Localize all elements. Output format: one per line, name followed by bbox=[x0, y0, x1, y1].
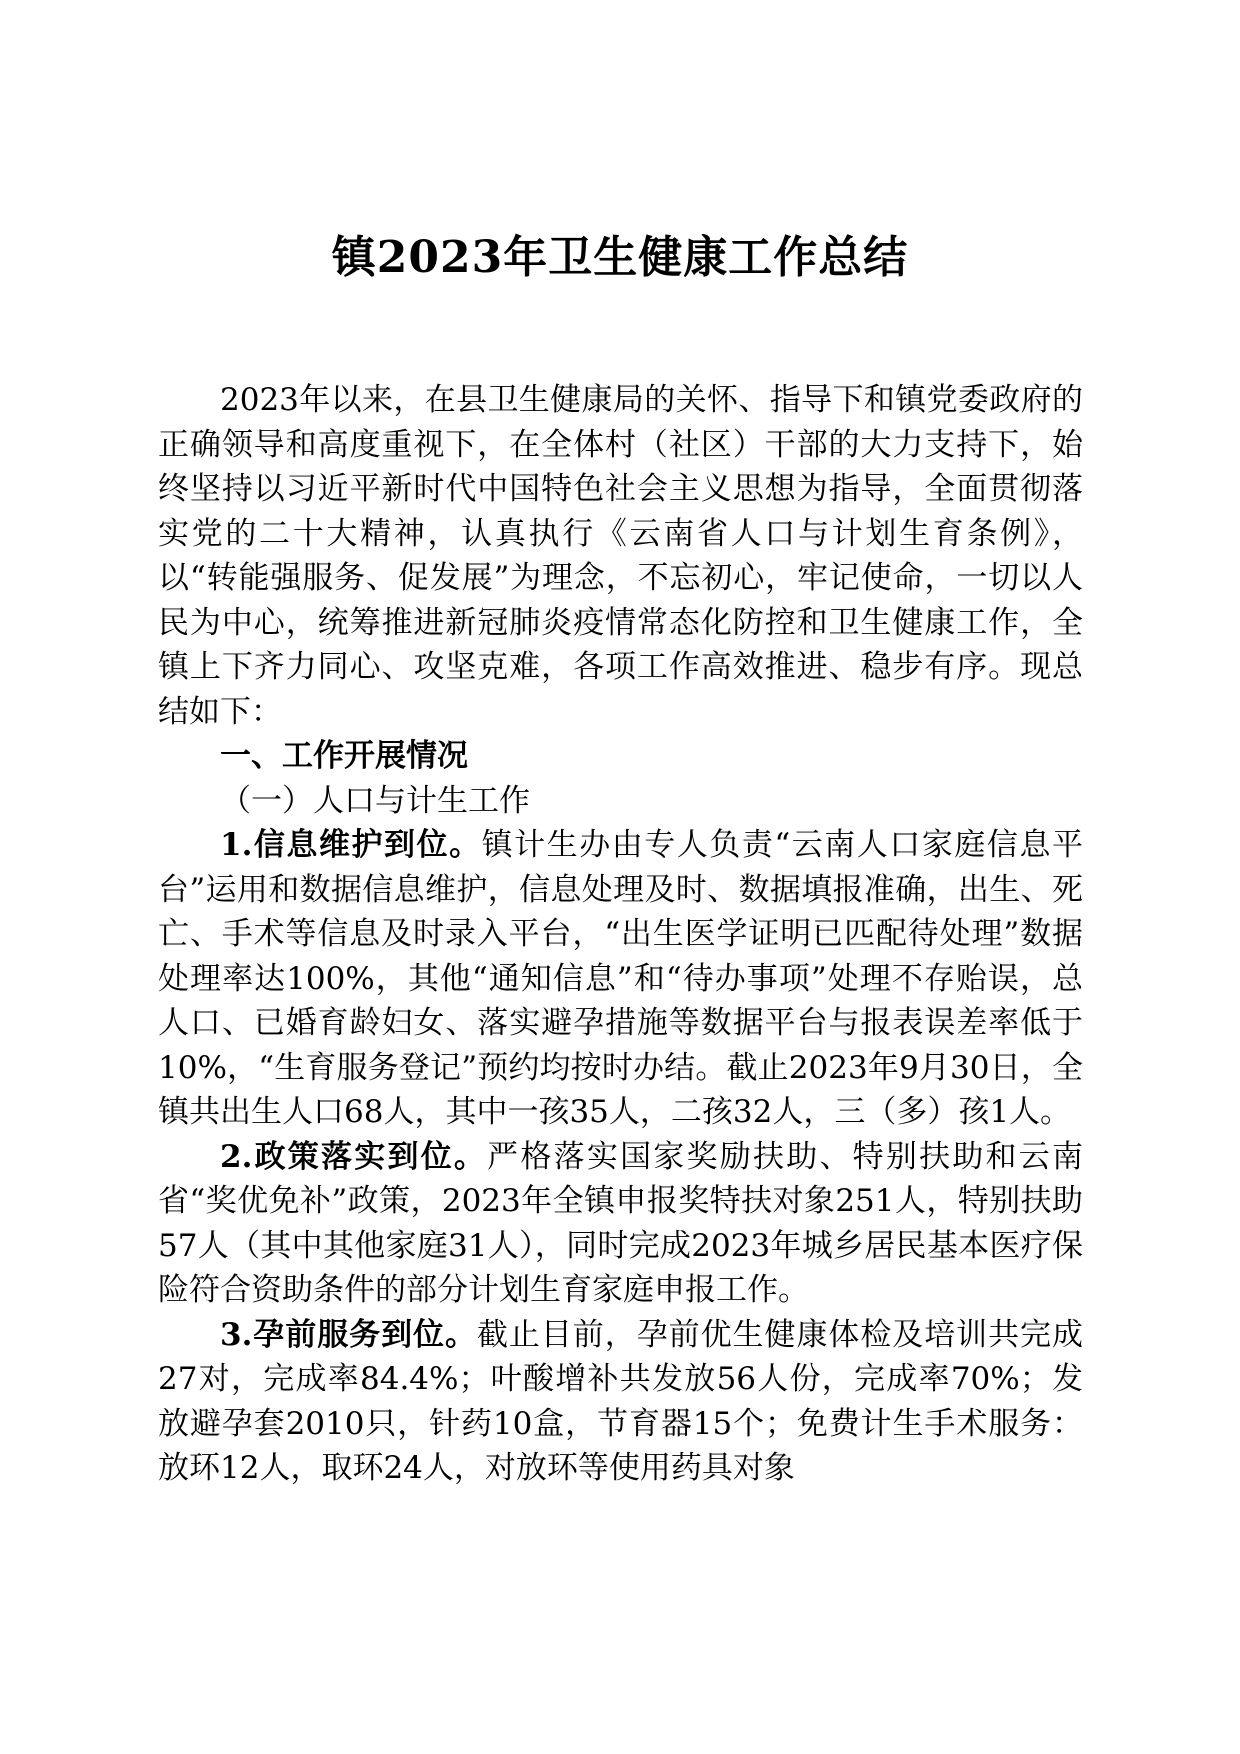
item-lead: 1.信息维护到位。 bbox=[220, 827, 482, 863]
intro-paragraph: 2023年以来，在县卫生健康局的关怀、指导下和镇党委政府的正确领导和高度重视下，在全体村（社区）干部的大力支持下，始终坚持以习近平新时代中国特色社会主义思想为指导，全面贯彻落实党的二十大精神，认真执行《云南省人口与计划生育条例》，以“转能强服务、促发展”为理念，不忘初心，牢记使命，一切以人民为中心，统筹推进新冠肺炎疫情常态化防控和卫生健康工作，全镇上下齐力同心、攻坚克难，各项工作高效推进、稳步有序。现总结如下： bbox=[158, 382, 1083, 730]
item-text: 严格落实国家奖励扶助、特别扶助和云南省“奖优免补”政策，2023年全镇申报奖特扶对象251人，特别扶助57人（其中其他家庭31人），同时完成2023年城乡居民基本医疗保险符合资助条件的部分计划生育家庭申报工作。 bbox=[158, 1138, 1083, 1308]
item-paragraph bbox=[158, 1313, 1083, 1491]
item-paragraph bbox=[158, 823, 1083, 1135]
subsection-heading: （一）人口与计生工作 bbox=[220, 782, 530, 819]
item-text: 截止目前，孕前优生健康体检及培训共完成27对，完成率84.4%；叶酸增补共发放56人份，完成率70%；发放避孕套2010只，针药10盒，节育器15个；免费计生手术服务：放环12人，取环24人，对放环等使用药具对象 bbox=[158, 1316, 1083, 1486]
item-lead: 3.孕前服务到位。 bbox=[220, 1316, 477, 1353]
item-lead: 2.政策落实到位。 bbox=[220, 1138, 488, 1175]
item-paragraph bbox=[158, 1135, 1083, 1313]
document-body bbox=[158, 378, 1083, 1491]
document-title: 镇2023年卫生健康工作总结 bbox=[331, 232, 909, 283]
item-text: 镇计生办由专人负责“云南人口家庭信息平台”运用和数据信息维护，信息处理及时、数据填报准确，出生、死亡、手术等信息及时录入平台，“出生医学证明已匹配待处理”数据处理率达100%，其他“通知信息”和“待办事项”处理不存贻误，总人口、已婚育龄妇女、落实避孕措施等数据平台与报表误差率低于10%，“生育服务登记”预约均按时办结。截止2023年9月30日，全镇共出生人口68人，其中一孩35人，二孩32人，三（多）孩1人。 bbox=[158, 827, 1083, 1130]
section-heading: 一、工作开展情况 bbox=[220, 738, 468, 774]
